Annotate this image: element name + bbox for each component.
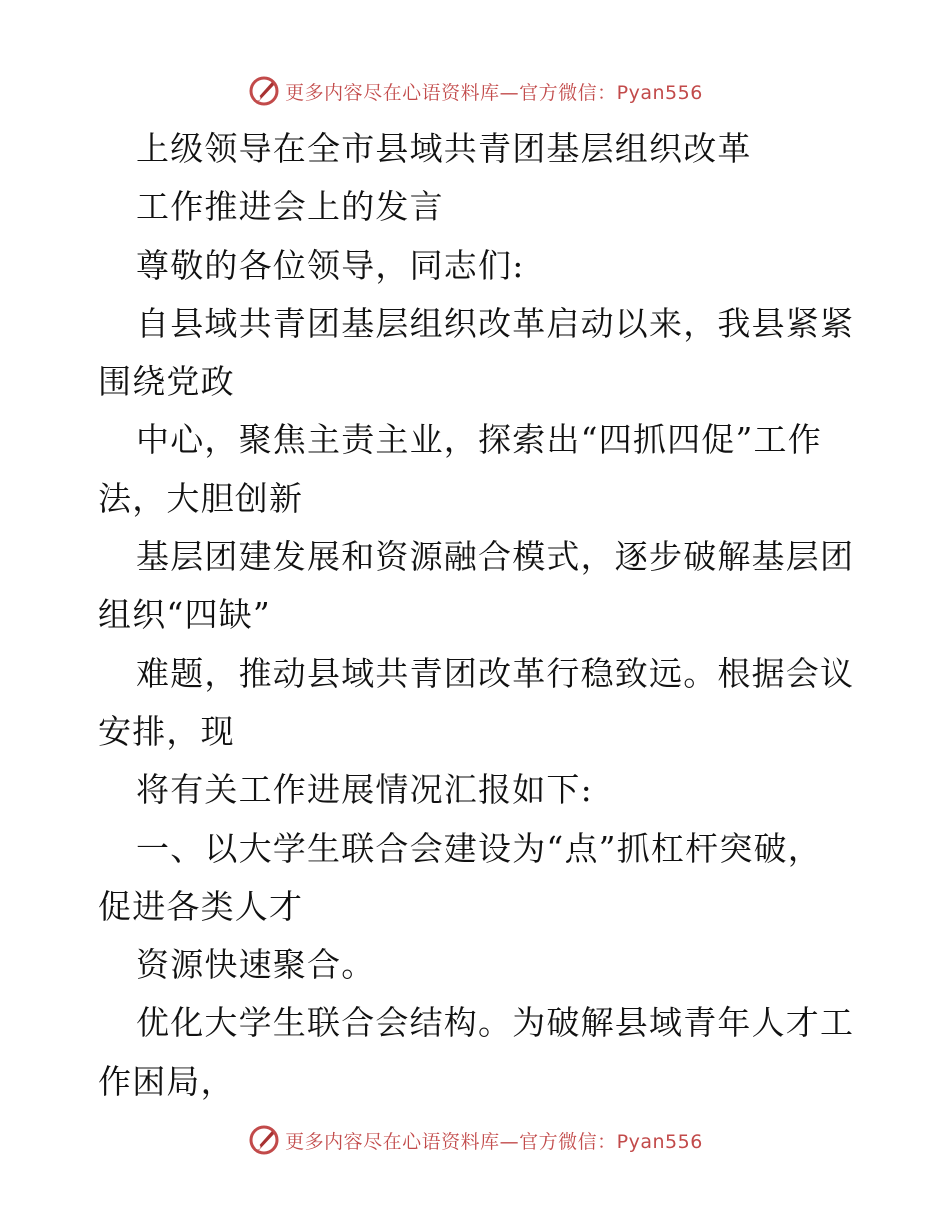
text-line: 优化大学生联合会结构。为破解县域青年人才工 [136, 1003, 855, 1043]
text-line: 围绕党政 [98, 362, 235, 402]
text-line: 一、以大学生联合会建设为“点”抓杠杆突破， [136, 828, 822, 868]
quill-logo-icon [247, 74, 281, 108]
text-line: 法，大胆创新 [98, 478, 304, 518]
text-line: 上级领导在全市县域共青团基层组织改革 [136, 129, 752, 168]
text-line: 组织“四缺” [98, 595, 271, 635]
text-line: 工作推进会上的发言 [136, 187, 444, 227]
text-line: 尊敬的各位领导，同志们: [136, 245, 525, 285]
text-line: 中心，聚焦主责主业，探索出“四抓四促”工作 [136, 420, 822, 460]
watermark-text-bottom: 更多内容尽在心语资料库—官方微信：Pyan556 [285, 1130, 703, 1153]
text-line: 促进各类人才 [98, 886, 304, 926]
text-line: 自县域共青团基层组织改革启动以来，我县紧紧 [136, 303, 855, 343]
text-line: 难题，推动县域共青团改革行稳致远。根据会议 [136, 653, 855, 693]
text-line: 作困局， [98, 1061, 235, 1101]
text-line: 安排，现 [98, 711, 235, 751]
document-body [98, 120, 858, 1111]
quill-logo-icon [247, 1123, 281, 1157]
watermark-banner-top [0, 71, 950, 111]
watermark-banner-bottom [0, 1120, 950, 1160]
text-line: 基层团建发展和资源融合模式，逐步破解基层团 [136, 537, 855, 577]
watermark-text-top: 更多内容尽在心语资料库—官方微信：Pyan556 [285, 81, 703, 104]
text-line: 将有关工作进展情况汇报如下: [136, 770, 593, 810]
text-line: 资源快速聚合。 [136, 945, 376, 985]
